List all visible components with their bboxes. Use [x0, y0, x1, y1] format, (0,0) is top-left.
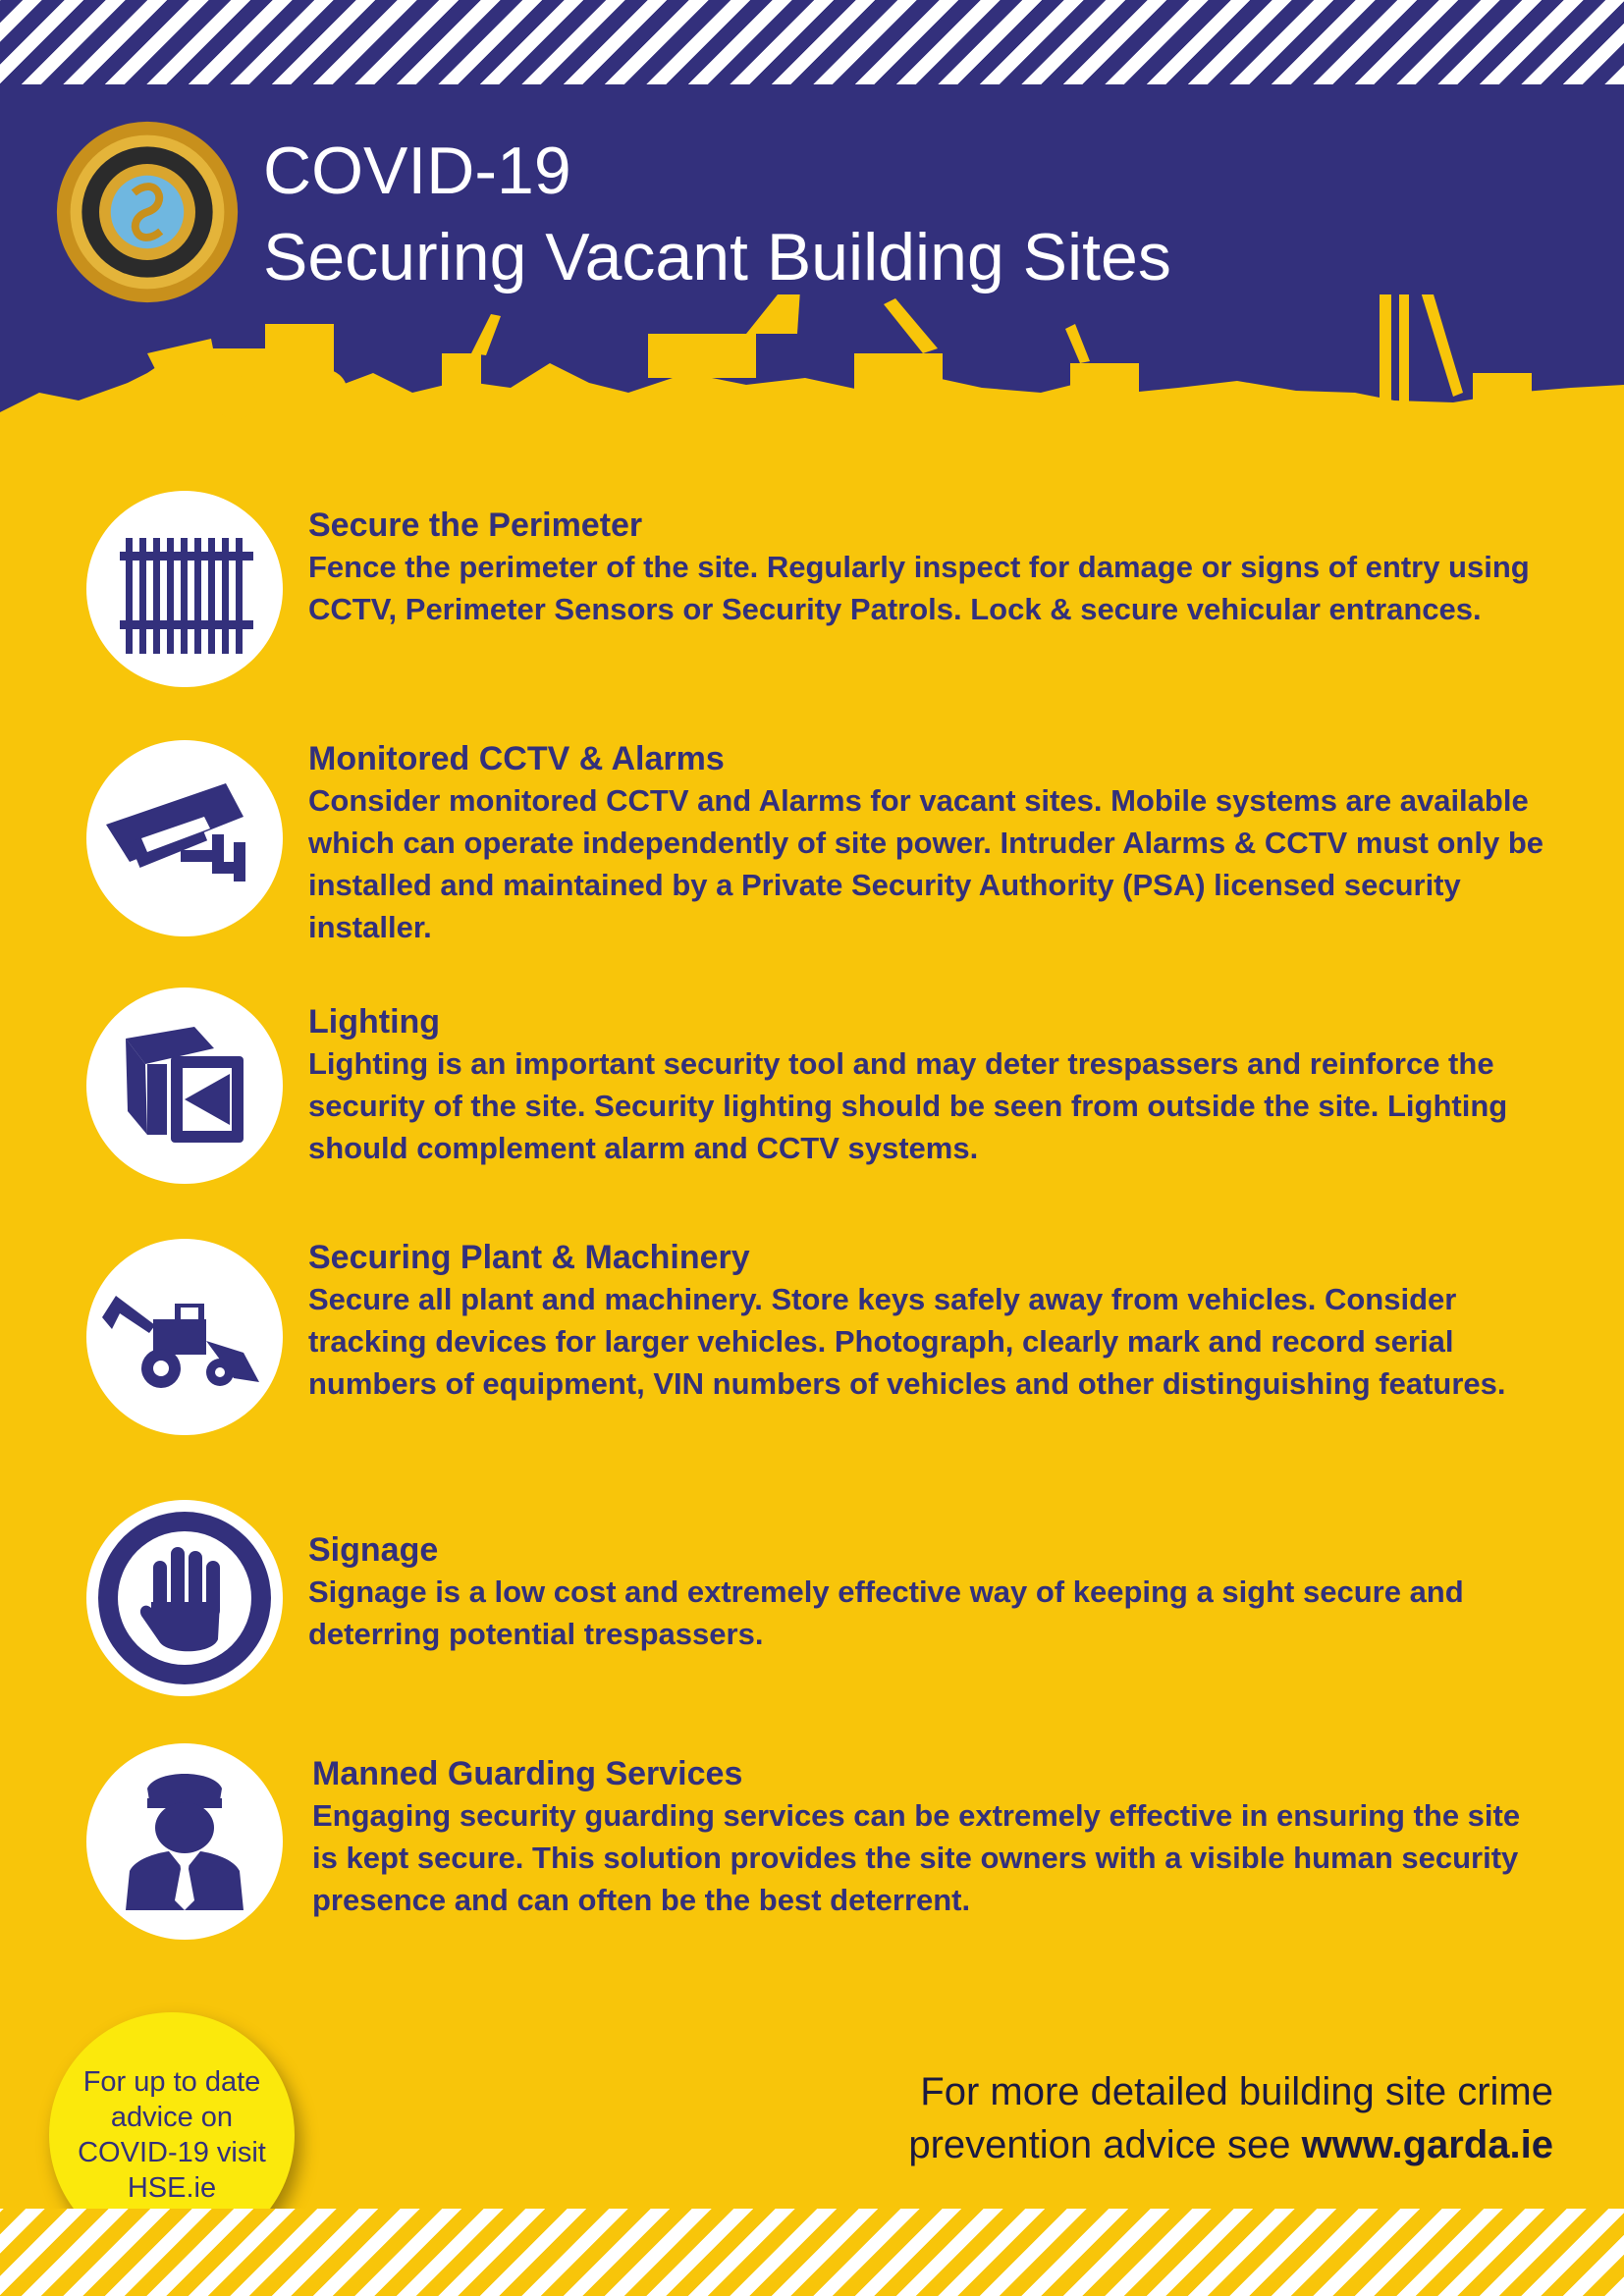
stop-hand-icon	[86, 1500, 283, 1696]
tip-body: Lighting is an important security tool and may deter trespassers and reinforce the security of the site. Security lighting should be seen from outside the site. Lighting should complement alarm and CCTV systems.	[308, 1046, 1508, 1165]
top-hazard-stripe	[0, 0, 1624, 84]
tip-body: Fence the perimeter of the site. Regularly inspect for damage or signs of entry using CCTV, Perimeter Sensors or Security Patrols. Lock & secure vehicular entrances.	[308, 550, 1530, 626]
backhoe-loader-icon	[86, 1239, 283, 1435]
tip-body: Engaging security guarding services can be extremely effective in ensuring the site is kept secure. This solution provides the site owners with a visible human security presence and can often be the best deterrent.	[312, 1798, 1521, 1917]
fence-icon	[86, 491, 283, 687]
cctv-camera-icon	[86, 740, 283, 936]
tip-heading: Secure the Perimeter	[308, 507, 643, 544]
hse-advice-text: For up to date advice on COVID-19 visit HSE.ie	[78, 2066, 266, 2204]
tip-heading: Lighting	[308, 1003, 441, 1041]
title-line-covid: COVID-19	[263, 133, 571, 208]
tip-heading: Manned Guarding Services	[312, 1755, 743, 1792]
tip-heading: Monitored CCTV & Alarms	[308, 740, 725, 777]
security-guard-icon	[86, 1743, 283, 1940]
tip-body: Signage is a low cost and extremely effective way of keeping a sight secure and deterring potential trespassers.	[308, 1575, 1464, 1651]
garda-crest-logo	[51, 116, 244, 308]
footer-line-1: For more detailed building site crime	[920, 2070, 1553, 2113]
tip-body: Secure all plant and machinery. Store keys safely away from vehicles. Consider tracking devices for larger vehicles. Photograph, clearly mark and record serial numbers of equipment, VIN numbers of vehicles and other distinguishing features.	[308, 1282, 1506, 1401]
construction-skyline	[0, 294, 1624, 510]
footer-line-2: prevention advice see	[908, 2123, 1302, 2166]
tip-heading: Signage	[308, 1531, 439, 1569]
tip-body: Consider monitored CCTV and Alarms for vacant sites. Mobile systems are available which can operate independently of site power. Intruder Alarms & CCTV must only be installed and maintained by a Private Security Authority (PSA) licensed security installer.	[308, 783, 1544, 944]
footer-note	[908, 2065, 1553, 2171]
title-line-main: Securing Vacant Building Sites	[263, 220, 1171, 294]
garda-website-link[interactable]: www.garda.ie	[1301, 2123, 1553, 2166]
floodlight-icon	[86, 988, 283, 1184]
bottom-hazard-stripe	[0, 2209, 1624, 2296]
page-title	[263, 128, 1171, 300]
tip-heading: Securing Plant & Machinery	[308, 1239, 750, 1276]
